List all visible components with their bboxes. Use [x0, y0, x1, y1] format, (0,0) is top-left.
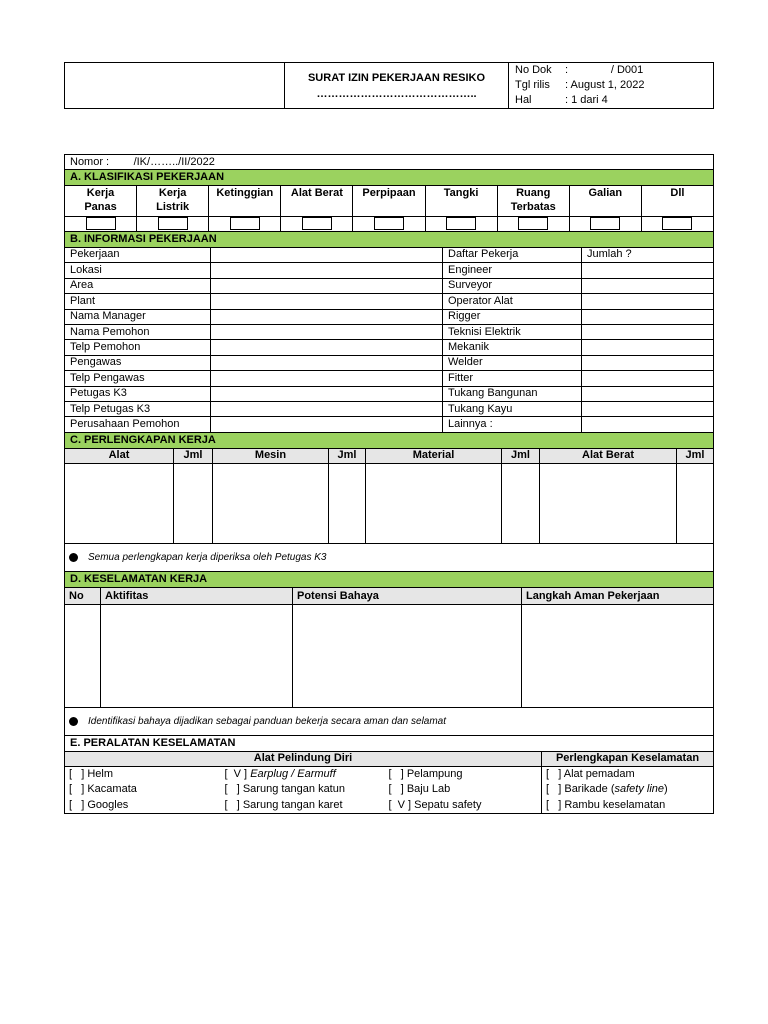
informasi-left-label: Telp Pengawas	[65, 371, 211, 386]
jumlah-input[interactable]	[582, 371, 714, 386]
section-d-title: D. KESELAMATAN KERJA	[64, 572, 714, 588]
informasi-left-label: Nama Manager	[65, 309, 211, 324]
col-jml: Jml	[329, 449, 366, 464]
informasi-row	[65, 263, 714, 278]
informasi-right-label: Tukang Kayu	[443, 401, 582, 416]
col-jml: Jml	[174, 449, 213, 464]
informasi-right-label: Engineer	[443, 263, 582, 278]
informasi-left-label: Pekerjaan	[65, 248, 211, 263]
informasi-left-input[interactable]	[211, 248, 443, 263]
logo-area	[65, 63, 285, 109]
informasi-left-input[interactable]	[211, 294, 443, 309]
hal-value: : 1 dari 4	[565, 94, 608, 106]
keselamatan-note-text: Identifikasi bahaya dijadikan sebagai panduan bekerja secara aman dan selamat	[88, 715, 447, 727]
checkbox-ruang-terbatas[interactable]	[518, 217, 548, 230]
hal-label: Hal	[515, 94, 532, 106]
checkbox-kerja-panas[interactable]	[86, 217, 116, 230]
peralatan-row	[65, 767, 714, 783]
material-input[interactable]	[366, 464, 502, 544]
jumlah-input[interactable]	[582, 278, 714, 293]
informasi-right-label: Daftar Pekerja	[443, 248, 582, 263]
perlengkapan-checkbox-item[interactable]	[542, 782, 714, 798]
informasi-row	[65, 355, 714, 370]
klasifikasi-label: Dll	[641, 186, 713, 216]
potensi-bahaya-input[interactable]	[293, 604, 522, 707]
section-b-title: B. INFORMASI PEKERJAAN	[64, 232, 714, 248]
no-dok-label: No Dok	[515, 64, 552, 76]
jumlah-input[interactable]	[582, 386, 714, 401]
informasi-row	[65, 417, 714, 432]
jumlah-input[interactable]	[582, 263, 714, 278]
document-title: SURAT IZIN PEKERJAAN RESIKO	[307, 71, 486, 84]
col-langkah-aman: Langkah Aman Pekerjaan	[522, 588, 714, 604]
jumlah-input[interactable]	[582, 355, 714, 370]
informasi-row	[65, 309, 714, 324]
klasifikasi-label: Kerja Listrik	[137, 186, 209, 216]
klasifikasi-label: Galian	[569, 186, 641, 216]
klasifikasi-label: Tangki	[425, 186, 497, 216]
jml-input[interactable]	[677, 464, 714, 544]
bullet-icon	[69, 717, 78, 726]
apd-checkbox-item[interactable]: [ ] Baju Lab	[385, 782, 542, 798]
col-aktifitas: Aktifitas	[101, 588, 293, 604]
peralatan-row	[65, 782, 714, 798]
langkah-aman-input[interactable]	[522, 604, 714, 707]
perlengkapan-item-text: [ ] Rambu keselamatan	[546, 798, 666, 811]
checkbox-kerja-listrik[interactable]	[158, 217, 188, 230]
informasi-left-label: Pengawas	[65, 355, 211, 370]
perlengkapan-note	[64, 544, 714, 572]
keselamatan-note	[64, 708, 714, 736]
informasi-right-label: Fitter	[443, 371, 582, 386]
col-no: No	[65, 588, 101, 604]
informasi-right-label: Surveyor	[443, 278, 582, 293]
col-alat: Alat	[65, 449, 174, 464]
informasi-row	[65, 248, 714, 263]
jumlah-label: Jumlah ?	[582, 248, 714, 263]
jumlah-input[interactable]	[582, 324, 714, 339]
section-e-title: E. PERALATAN KESELAMATAN	[64, 736, 714, 752]
informasi-left-input[interactable]	[211, 278, 443, 293]
perlengkapan-item-italic-text: safety line	[614, 783, 665, 796]
title-cell	[285, 63, 509, 109]
informasi-left-label: Plant	[65, 294, 211, 309]
informasi-left-label: Telp Pemohon	[65, 340, 211, 355]
informasi-left-input[interactable]	[211, 355, 443, 370]
jml-input[interactable]	[502, 464, 540, 544]
informasi-row	[65, 324, 714, 339]
informasi-row	[65, 340, 714, 355]
tgl-rilis-value: : August 1, 2022	[565, 79, 645, 91]
informasi-left-input[interactable]	[211, 263, 443, 278]
col-jml: Jml	[677, 449, 714, 464]
checkbox-galian[interactable]	[590, 217, 620, 230]
klasifikasi-label: Kerja Panas	[65, 186, 137, 216]
col-material: Material	[366, 449, 502, 464]
informasi-right-label: Rigger	[443, 309, 582, 324]
apd-item-italic-text: Earplug / Earmuff	[250, 768, 336, 781]
informasi-right-label: Mekanik	[443, 340, 582, 355]
checkbox-alat-berat[interactable]	[302, 217, 332, 230]
informasi-left-label: Lokasi	[65, 263, 211, 278]
document-subtitle: ……………………………………..	[316, 87, 477, 100]
aktifitas-input[interactable]	[101, 604, 293, 707]
peralatan-row	[65, 798, 714, 814]
apd-checkbox-item[interactable]: [ ] Pelampung	[385, 767, 542, 783]
jml-input[interactable]	[174, 464, 213, 544]
jumlah-input[interactable]	[582, 294, 714, 309]
section-c-title: C. PERLENGKAPAN KERJA	[64, 433, 714, 449]
col-potensi-bahaya: Potensi Bahaya	[293, 588, 522, 604]
apd-item-text: [ ] Sarung tangan katun	[224, 783, 345, 796]
informasi-right-label: Tukang Bangunan	[443, 386, 582, 401]
apd-checkbox-item[interactable]: [ V ] Sepatu safety	[385, 798, 542, 814]
bullet-icon	[69, 553, 78, 562]
apd-item-text: [ V ]	[224, 768, 251, 781]
col-jml: Jml	[502, 449, 540, 464]
informasi-right-label: Teknisi Elektrik	[443, 324, 582, 339]
informasi-left-input[interactable]	[211, 386, 443, 401]
perlengkapan-item-text: [ ] Barikade (	[546, 783, 615, 796]
checkbox-perpipaan[interactable]	[374, 217, 404, 230]
informasi-right-label: Welder	[443, 355, 582, 370]
apd-checkbox-item[interactable]	[221, 767, 385, 783]
apd-header: Alat Pelindung Diri	[65, 752, 542, 767]
perlengkapan-checkbox-item[interactable]	[542, 767, 714, 783]
jumlah-input[interactable]	[582, 401, 714, 416]
klasifikasi-label: Perpipaan	[353, 186, 425, 216]
apd-checkbox-item[interactable]	[221, 798, 385, 814]
klasifikasi-label: Ketinggian	[209, 186, 281, 216]
apd-checkbox-item[interactable]: [ ] Helm	[65, 767, 221, 783]
informasi-row	[65, 278, 714, 293]
informasi-right-label: Operator Alat	[443, 294, 582, 309]
perlengkapan-table	[64, 449, 714, 545]
informasi-row	[65, 294, 714, 309]
checkbox-ketinggian[interactable]	[230, 217, 260, 230]
nomor-field[interactable]: Nomor : /IK/……../II/2022	[64, 154, 714, 170]
informasi-left-input[interactable]	[211, 371, 443, 386]
informasi-right-label: Lainnya :	[443, 417, 582, 432]
perlengkapan-note-text: Semua perlengkapan kerja diperiksa oleh Petugas K3	[88, 552, 327, 564]
informasi-left-input[interactable]	[211, 417, 443, 432]
jumlah-input[interactable]	[582, 309, 714, 324]
informasi-left-input[interactable]	[211, 309, 443, 324]
informasi-left-label: Perusahaan Pemohon	[65, 417, 211, 432]
checkbox-dll[interactable]	[662, 217, 692, 230]
klasifikasi-label: Ruang Terbatas	[497, 186, 569, 216]
paren-close: )	[664, 783, 668, 796]
perlengkapan-item-text: [ ] Alat pemadam	[546, 768, 635, 781]
document-header	[64, 62, 714, 109]
mesin-input[interactable]	[213, 464, 329, 544]
apd-checkbox-item[interactable]	[221, 782, 385, 798]
peralatan-table	[64, 752, 714, 814]
klasifikasi-label: Alat Berat	[281, 186, 353, 216]
jumlah-input[interactable]	[582, 340, 714, 355]
alat-berat-input[interactable]	[540, 464, 677, 544]
no-input[interactable]	[65, 604, 101, 707]
apd-checkbox-item[interactable]: [ ] Googles	[65, 798, 221, 814]
informasi-left-input[interactable]	[211, 324, 443, 339]
klasifikasi-table	[64, 186, 714, 232]
perlengkapan-keselamatan-header: Perlengkapan Keselamatan	[542, 752, 714, 767]
informasi-left-input[interactable]	[211, 340, 443, 355]
permit-form	[64, 154, 714, 814]
jumlah-input[interactable]	[582, 417, 714, 432]
informasi-row	[65, 401, 714, 416]
informasi-row	[65, 386, 714, 401]
tgl-rilis-label: Tgl rilis	[515, 79, 550, 91]
no-dok-value: : / D001	[565, 64, 644, 76]
informasi-table	[64, 248, 714, 433]
informasi-left-label: Petugas K3	[65, 386, 211, 401]
informasi-left-input[interactable]	[211, 401, 443, 416]
col-mesin: Mesin	[213, 449, 329, 464]
jml-input[interactable]	[329, 464, 366, 544]
apd-checkbox-item[interactable]: [ ] Kacamata	[65, 782, 221, 798]
informasi-left-label: Telp Petugas K3	[65, 401, 211, 416]
section-a-title: A. KLASIFIKASI PEKERJAAN	[64, 170, 714, 186]
col-alat-berat: Alat Berat	[540, 449, 677, 464]
document-meta	[509, 63, 714, 109]
keselamatan-table	[64, 588, 714, 708]
alat-input[interactable]	[65, 464, 174, 544]
checkbox-tangki[interactable]	[446, 217, 476, 230]
perlengkapan-checkbox-item[interactable]	[542, 798, 714, 814]
apd-item-text: [ ] Sarung tangan karet	[224, 798, 343, 811]
informasi-row	[65, 371, 714, 386]
informasi-left-label: Nama Pemohon	[65, 324, 211, 339]
informasi-left-label: Area	[65, 278, 211, 293]
